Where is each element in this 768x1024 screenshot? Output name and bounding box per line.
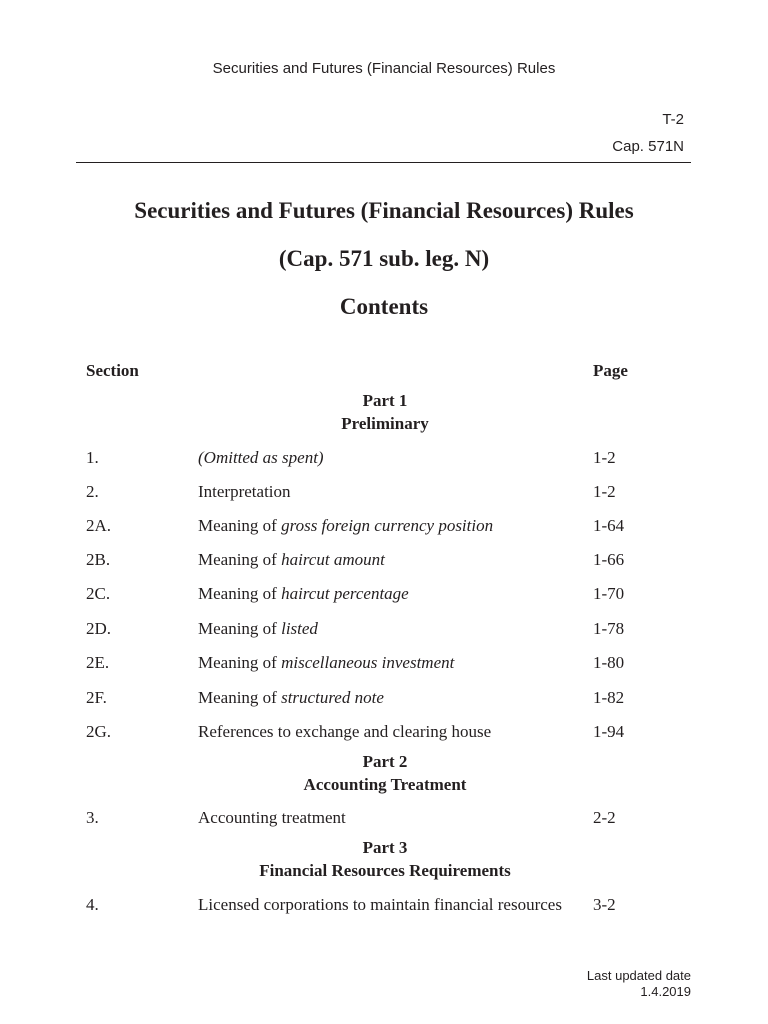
- section-title: Meaning of gross foreign currency position: [198, 516, 494, 535]
- section-number: 2B.: [86, 550, 111, 569]
- page-ref: 2-2: [593, 808, 616, 827]
- section-number: 3.: [86, 808, 99, 827]
- page-ref: 1-78: [593, 619, 625, 638]
- section-title: Meaning of miscellaneous investment: [198, 653, 455, 672]
- page-ref: 1-80: [593, 653, 625, 672]
- section-title: Meaning of haircut percentage: [198, 584, 409, 603]
- section-number: 2.: [86, 482, 99, 501]
- section-number: 1.: [86, 448, 99, 467]
- part-heading: [0, 389, 768, 435]
- section-title: References to exchange and clearing house: [198, 722, 492, 741]
- part-title: Preliminary: [341, 414, 429, 433]
- section-title: Meaning of listed: [198, 619, 318, 638]
- section-number: 2F.: [86, 688, 107, 707]
- contents-heading: Contents: [339, 294, 429, 319]
- document-subtitle: (Cap. 571 sub. leg. N): [278, 246, 490, 271]
- running-head: Securities and Futures (Financial Resources) Rules: [212, 60, 556, 77]
- page-ref: 1-64: [593, 516, 625, 535]
- part-title: Financial Resources Requirements: [259, 861, 511, 880]
- section-title: (Omitted as spent): [198, 448, 324, 467]
- section-title: Meaning of structured note: [198, 688, 384, 707]
- last-updated-date: 1.4.2019: [640, 984, 691, 999]
- section-column-header: Section: [86, 361, 139, 380]
- cap-reference: Cap. 571N: [612, 138, 684, 155]
- section-title: Licensed corporations to maintain financial resources: [198, 895, 562, 914]
- section-number: 2A.: [86, 516, 112, 535]
- part-label: Part 1: [362, 391, 408, 410]
- section-number: 2C.: [86, 584, 111, 603]
- last-updated: [587, 968, 691, 1000]
- part-heading: [0, 836, 768, 882]
- page-ref: 1-2: [593, 482, 616, 501]
- part-title: Accounting Treatment: [303, 775, 467, 794]
- page-ref: 1-2: [593, 448, 616, 467]
- section-title: Meaning of haircut amount: [198, 550, 385, 569]
- page-number: T-2: [662, 111, 684, 128]
- page-ref: 3-2: [593, 895, 616, 914]
- page-column-header: Page: [593, 361, 628, 380]
- header-rule: [76, 162, 691, 163]
- last-updated-label: Last updated date: [586, 968, 691, 983]
- section-number: 2E.: [86, 653, 110, 672]
- page-ref: 1-82: [593, 688, 625, 707]
- part-heading: [0, 750, 768, 796]
- section-number: 4.: [86, 895, 99, 914]
- section-title: Interpretation: [198, 482, 291, 501]
- document-title: Securities and Futures (Financial Resources) Rules: [134, 198, 634, 223]
- page-ref: 1-66: [593, 550, 625, 569]
- part-label: Part 2: [362, 752, 408, 771]
- page-ref: 1-70: [593, 584, 625, 603]
- part-label: Part 3: [362, 838, 408, 857]
- section-number: 2D.: [86, 619, 112, 638]
- section-number: 2G.: [86, 722, 112, 741]
- page-ref: 1-94: [593, 722, 625, 741]
- section-title: Accounting treatment: [198, 808, 346, 827]
